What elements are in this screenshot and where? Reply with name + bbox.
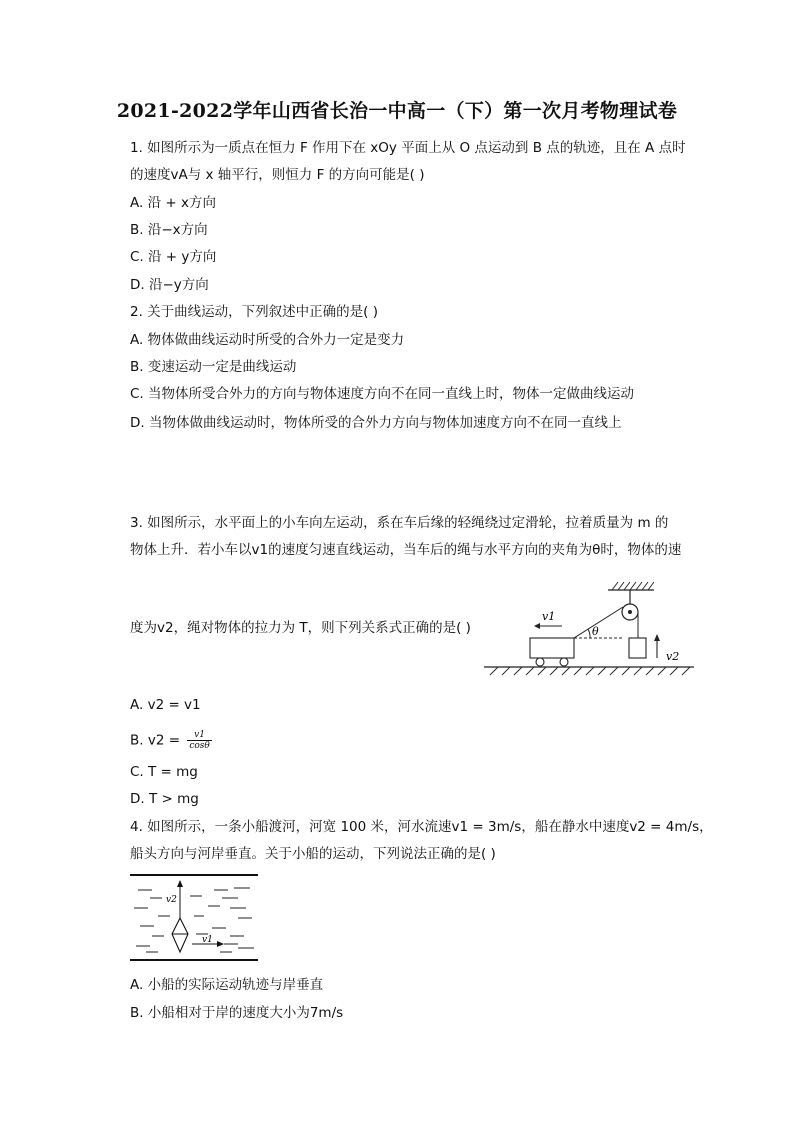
q3-stem-line1: 3. 如图所示，水平面上的小车向左运动，系在车后缘的轻绳绕过定滑轮，拉着质量为 m 的 bbox=[130, 515, 669, 531]
q4-option-b: B. 小船相对于岸的速度大小为7m/s bbox=[130, 1005, 344, 1021]
v1-label: v1 bbox=[542, 610, 556, 623]
q3-option-c: C. T = mg bbox=[130, 764, 198, 780]
fraction-denominator: cosθ bbox=[189, 741, 210, 751]
exam-title: 2021-2022学年山西省长治一中高一（下）第一次月考物理试卷 bbox=[116, 100, 678, 122]
q3-stem-line2: 物体上升．若小车以v1的速度匀速直线运动，当车后的绳与水平方向的夹角为θ时，物体的速 bbox=[130, 542, 682, 558]
q3-stem-line3: 度为v2，绳对物体的拉力为 T，则下列关系式正确的是( ) bbox=[130, 620, 471, 636]
q2-option-d: D. 当物体做曲线运动时，物体所受的合外力方向与物体加速度方向不在同一直线上 bbox=[130, 415, 622, 431]
fraction-numerator: v1 bbox=[187, 730, 212, 741]
q3-option-b bbox=[130, 730, 212, 751]
q1-option-a: A. 沿 + x方向 bbox=[130, 195, 216, 211]
q1-option-c: C. 沿 + y方向 bbox=[130, 249, 217, 265]
q2-option-a: A. 物体做曲线运动时所受的合外力一定是变力 bbox=[130, 332, 405, 348]
q1-option-d: D. 沿−y方向 bbox=[130, 277, 209, 293]
q3-option-d: D. T > mg bbox=[130, 791, 199, 807]
q3-option-b-fraction bbox=[187, 730, 212, 751]
cart-pulley-figure bbox=[484, 576, 704, 680]
q1-stem-line1: 1. 如图所示为一质点在恒力 F 作用下在 xOy 平面上从 O 点运动到 B 点的轨迹，且在 A 点时 bbox=[130, 140, 686, 156]
q4-stem-line2: 船头方向与河岸垂直。关于小船的运动，下列说法正确的是( ) bbox=[130, 846, 496, 862]
q4-v2-label: v2 bbox=[166, 895, 177, 905]
theta-label: θ bbox=[592, 625, 599, 638]
river-boat-figure bbox=[130, 872, 260, 964]
q4-option-a: A. 小船的实际运动轨迹与岸垂直 bbox=[130, 977, 324, 993]
q4-stem-line1: 4. 如图所示，一条小船渡河，河宽 100 米，河水流速v1 = 3m/s，船在静水中速度v2 = 4m/s， bbox=[130, 819, 713, 835]
q3-option-b-prefix: B. v2 = bbox=[130, 732, 181, 749]
v2-label: v2 bbox=[666, 650, 680, 663]
q1-option-b: B. 沿−x方向 bbox=[130, 222, 208, 238]
q2-option-b: B. 变速运动一定是曲线运动 bbox=[130, 359, 297, 375]
q1-stem-line2: 的速度vA与 x 轴平行，则恒力 F 的方向可能是( ) bbox=[130, 167, 425, 183]
q3-option-a: A. v2 = v1 bbox=[130, 697, 201, 713]
q2-stem: 2. 关于曲线运动，下列叙述中正确的是( ) bbox=[130, 304, 378, 320]
q4-v1-label: v1 bbox=[202, 935, 213, 945]
q2-option-c: C. 当物体所受合外力的方向与物体速度方向不在同一直线上时，物体一定做曲线运动 bbox=[130, 386, 635, 402]
